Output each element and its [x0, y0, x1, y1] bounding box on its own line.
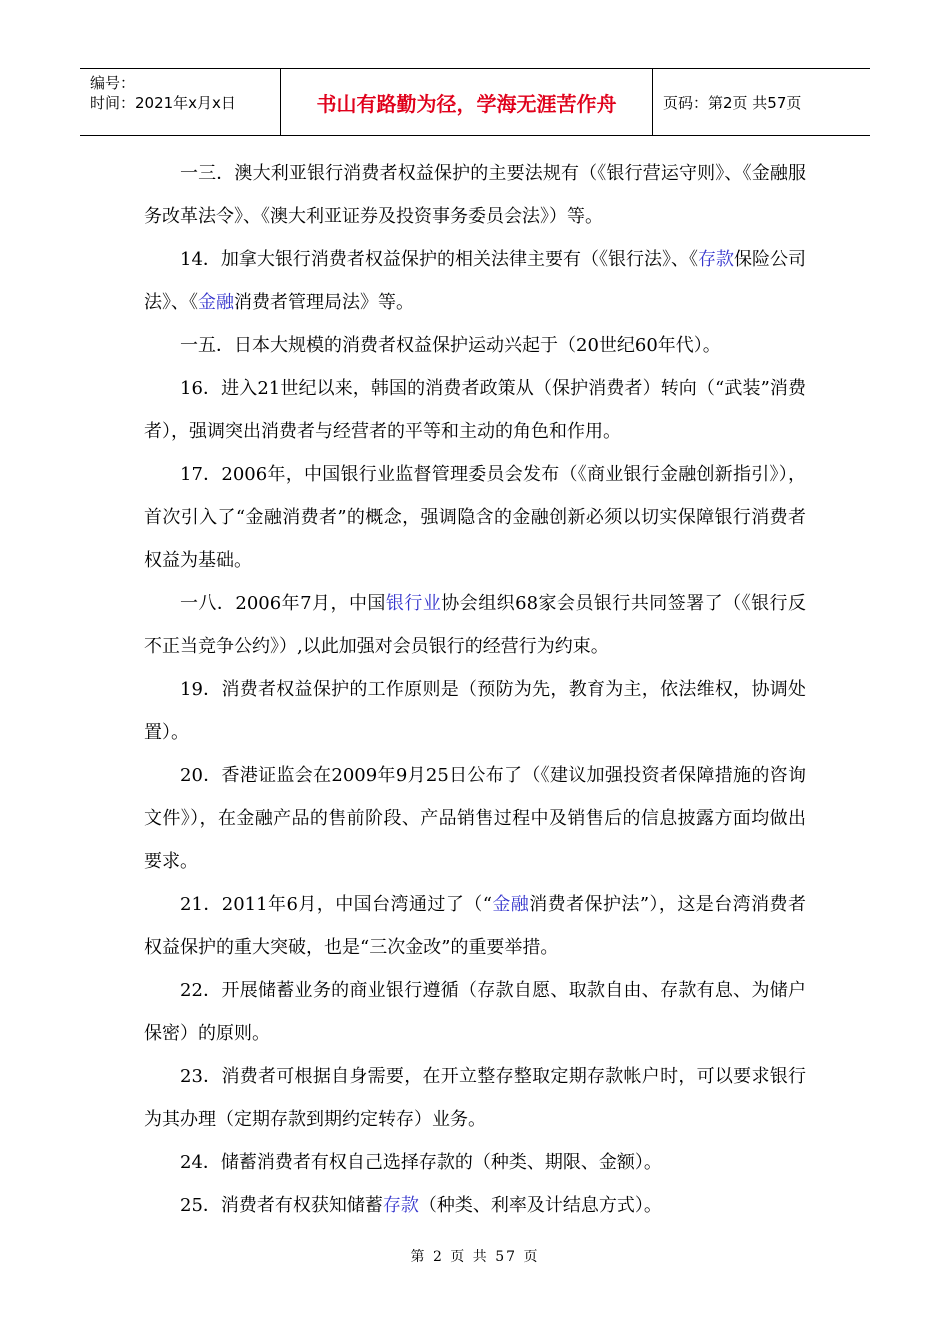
- term-link-deposit[interactable]: 存款: [697, 249, 734, 270]
- document-body: [144, 152, 806, 1227]
- paragraph-16: 16．进入21世纪以来，韩国的消费者政策从（保护消费者）转向（“武装”消费者），强调突出消费者与经营者的平等和主动的角色和作用。: [144, 378, 806, 442]
- paragraph-15: 一五．日本大规模的消费者权益保护运动兴起于（20世纪60年代）。: [180, 335, 721, 356]
- paragraph-23: 23．消费者可根据自身需要，在开立整存整取定期存款帐户时，可以要求银行为其办理（定期存款到期约定转存）业务。: [144, 1066, 806, 1130]
- header-time-label: 时间：2021年x月x日: [90, 94, 236, 112]
- page-header: [80, 68, 870, 136]
- header-page-info: 页码：第2页 共57页: [663, 93, 802, 112]
- header-number-label: 编号：: [90, 74, 136, 92]
- header-slogan: 书山有路勤为径，学海无涯苦作舟: [281, 69, 653, 135]
- term-link-banking[interactable]: 银行业: [385, 593, 442, 614]
- paragraph-17: 17．2006年，中国银行业监督管理委员会发布（《商业银行金融创新指引》），首次引入了“金融消费者”的概念，强调隐含的金融创新必须以切实保障银行消费者权益为基础。: [144, 464, 806, 571]
- paragraph-20: 20．香港证监会在2009年9月25日公布了（《建议加强投资者保障措施的咨询文件》），在金融产品的售前阶段、产品销售过程中及销售后的信息披露方面均做出要求。: [144, 765, 806, 872]
- paragraph-19: 19．消费者权益保护的工作原则是（预防为先，教育为主，依法维权，协调处置）。: [144, 679, 806, 743]
- header-meta: [80, 69, 281, 135]
- paragraph-24: 24．储蓄消费者有权自己选择存款的（种类、期限、金额）。: [180, 1152, 662, 1173]
- term-link-finance[interactable]: 金融: [198, 292, 234, 313]
- paragraph-13: 一三．澳大利亚银行消费者权益保护的主要法规有（《银行营运守则》、《金融服务改革法令》、《澳大利亚证券及投资事务委员会法》）等。: [144, 163, 806, 227]
- paragraph-25: 25．消费者有权获知储蓄存款（种类、利率及计结息方式）。: [180, 1195, 662, 1216]
- paragraph-22: 22．开展储蓄业务的商业银行遵循（存款自愿、取款自由、存款有息、为储户保密）的原则。: [144, 980, 806, 1044]
- page-footer: 第 2 页 共 57 页: [410, 1249, 540, 1265]
- paragraph-14: 14．加拿大银行消费者权益保护的相关法律主要有（《银行法》、《存款保险公司法》、《金融消费者管理局法》等。: [144, 249, 807, 313]
- paragraph-18: 一八．2006年7月，中国银行业协会组织68家会员银行共同签署了（《银行反不正当竞争公约》）,以此加强对会员银行的经营行为约束。: [144, 593, 807, 657]
- paragraph-21: 21．2011年6月，中国台湾通过了（“金融消费者保护法”），这是台湾消费者权益保护的重大突破，也是“三次金改”的重要举措。: [144, 894, 806, 958]
- term-link-finance[interactable]: 金融: [491, 894, 530, 915]
- term-link-deposit[interactable]: 存款: [382, 1195, 419, 1216]
